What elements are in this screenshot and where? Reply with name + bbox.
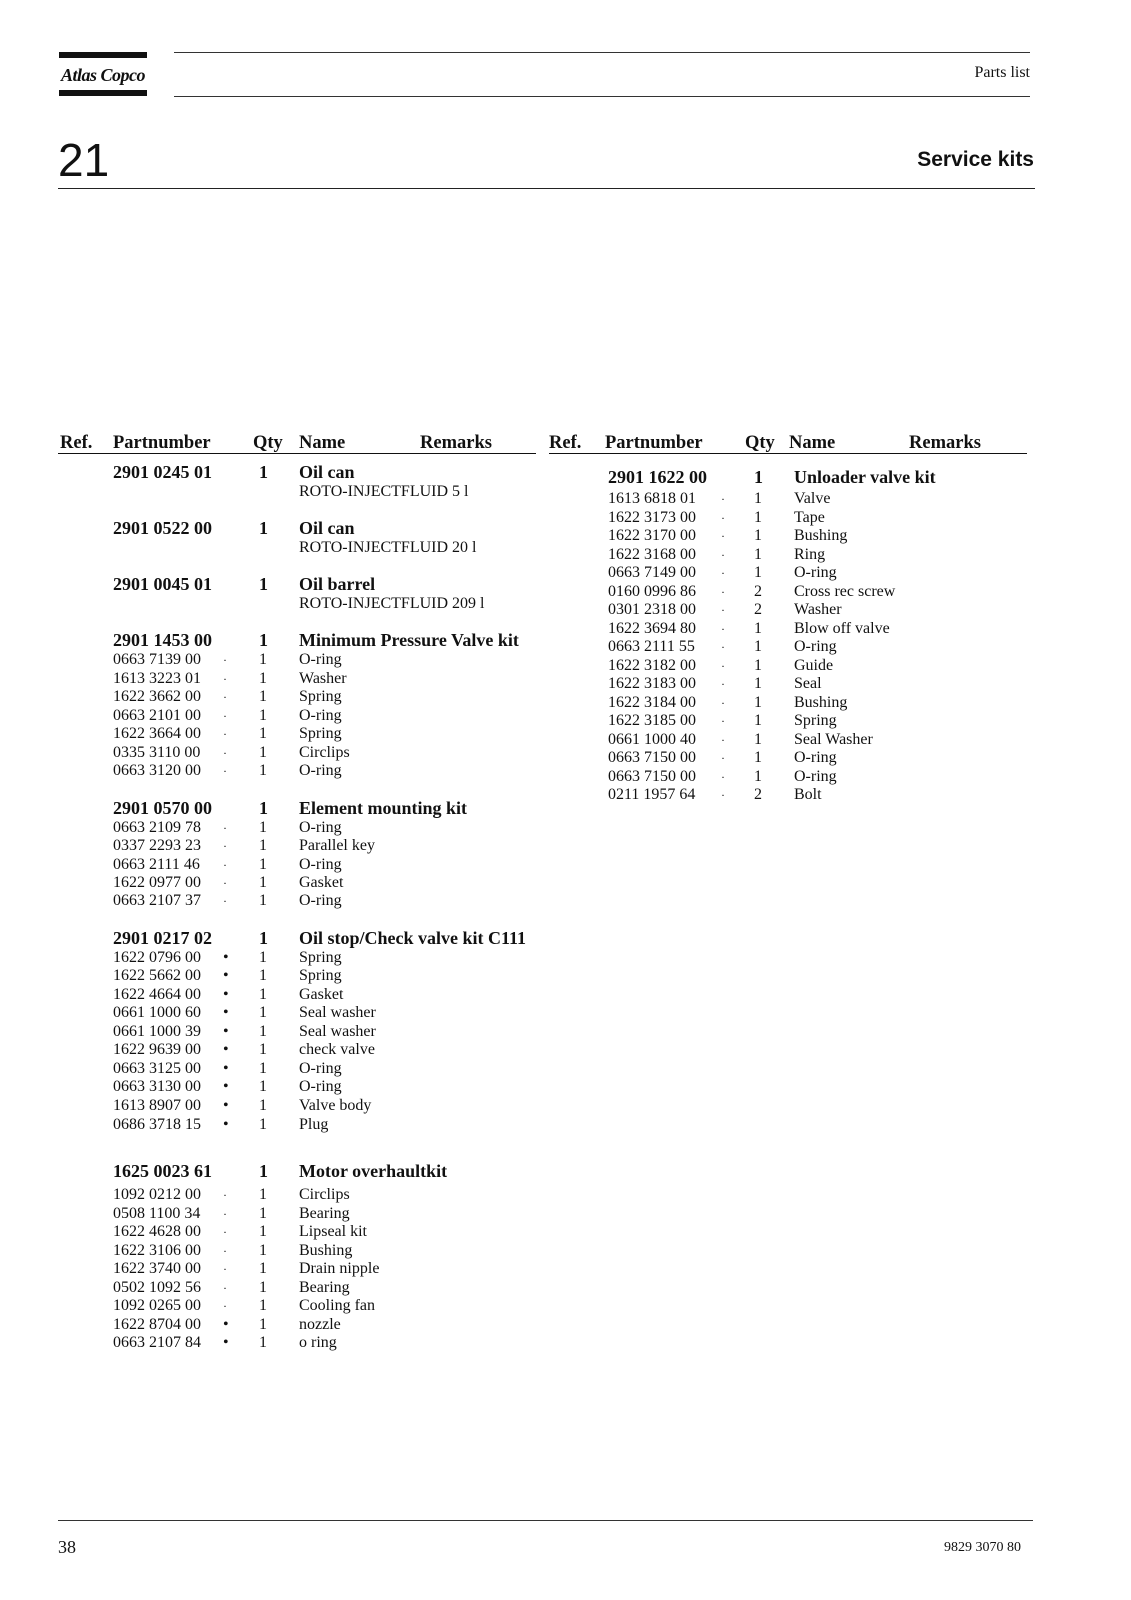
left-row-qty: 1 — [259, 1023, 267, 1040]
left-row-name: Oil can — [299, 518, 355, 538]
left-row-qty: 1 — [259, 688, 267, 705]
left-row-mark: • — [223, 1023, 229, 1040]
left-row-qty: 1 — [259, 707, 267, 724]
right-row-part: 0301 2318 00 — [608, 601, 696, 618]
left-row-part: 1622 3106 00 — [113, 1242, 201, 1259]
left-row-name: Lipseal kit — [299, 1223, 367, 1240]
left-row-qty: 1 — [259, 798, 268, 818]
left-row-part: 0502 1092 56 — [113, 1279, 201, 1296]
col-qty-left: Qty — [253, 433, 283, 453]
left-row-name: Cooling fan — [299, 1297, 375, 1314]
right-row-mark: · — [721, 566, 725, 580]
left-row-part: 1092 0265 00 — [113, 1297, 201, 1314]
left-row-mark: · — [223, 709, 227, 723]
left-row-name: Element mounting kit — [299, 798, 468, 818]
logo-wordmark: Atlas Copco — [60, 65, 145, 85]
left-row-part: 1622 9639 00 — [113, 1041, 201, 1058]
right-row-mark: · — [721, 603, 725, 617]
right-row-name: O-ring — [794, 564, 837, 581]
right-row-name: Guide — [794, 657, 834, 674]
right-row-qty: 1 — [754, 657, 762, 674]
left-row-qty: 1 — [259, 949, 267, 966]
left-row-name: Seal washer — [299, 1004, 376, 1021]
right-row-name: Cross rec screw — [794, 583, 896, 600]
right-row-mark: · — [721, 788, 725, 802]
right-row-mark: · — [721, 733, 725, 747]
left-row-qty: 1 — [259, 1242, 267, 1259]
right-row-qty: 2 — [754, 583, 762, 600]
left-row-name: O-ring — [299, 892, 342, 909]
right-row-qty: 1 — [754, 768, 762, 785]
left-row-mark: · — [223, 858, 227, 872]
left-row-part: 1613 8907 00 — [113, 1097, 201, 1114]
left-row-mark: · — [223, 1244, 227, 1258]
right-row-part: 0663 2111 55 — [608, 638, 695, 655]
right-row-name: Bushing — [794, 694, 848, 711]
col-qty-right: Qty — [745, 433, 775, 453]
right-row-qty: 1 — [754, 638, 762, 655]
left-row-mark: · — [223, 821, 227, 835]
left-row-part: 1622 4628 00 — [113, 1223, 201, 1240]
left-row-qty: 1 — [259, 874, 267, 891]
left-row-part: 1622 3664 00 — [113, 725, 201, 742]
left-row-mark: • — [223, 1097, 229, 1114]
col-ref-right: Ref. — [549, 433, 582, 453]
left-row-name: O-ring — [299, 762, 342, 779]
left-row-part: 2901 0045 01 — [113, 574, 212, 594]
left-row-qty: 1 — [259, 651, 267, 668]
left-row-name: Motor overhaultkit — [299, 1161, 448, 1181]
right-row-qty: 1 — [754, 509, 762, 526]
left-row-part: 0335 3110 00 — [113, 744, 201, 761]
left-row-name: Drain nipple — [299, 1260, 380, 1277]
left-row-part: 0663 3125 00 — [113, 1060, 201, 1077]
right-row-part: 1622 3182 00 — [608, 657, 696, 674]
left-row-part: 1622 0977 00 — [113, 874, 201, 891]
right-row-part: 0661 1000 40 — [608, 731, 696, 748]
right-row-qty: 1 — [754, 712, 762, 729]
col-name-right: Name — [789, 433, 836, 453]
left-row-part: 2901 0217 02 — [113, 928, 212, 948]
atlas-copco-logo — [59, 52, 147, 96]
right-row-mark: · — [721, 770, 725, 784]
page-number: 38 — [58, 1537, 76, 1557]
right-row-qty: 1 — [754, 675, 762, 692]
left-row-qty: 1 — [259, 744, 267, 761]
left-row-part: 2901 0570 00 — [113, 798, 212, 818]
col-partnumber-left: Partnumber — [113, 433, 211, 453]
left-row-mark: • — [223, 1060, 229, 1077]
left-row-part: 1613 3223 01 — [113, 670, 201, 687]
right-row-part: 1613 6818 01 — [608, 490, 696, 507]
right-row-part: 1622 3184 00 — [608, 694, 696, 711]
left-row-qty: 1 — [259, 1279, 267, 1296]
left-row-mark: • — [223, 1041, 229, 1058]
right-row-name: Spring — [794, 712, 837, 729]
left-row-name: ROTO-INJECTFLUID 5 l — [299, 483, 469, 500]
right-row-mark: · — [721, 585, 725, 599]
left-row-name: O-ring — [299, 1060, 342, 1077]
right-row-mark: · — [721, 622, 725, 636]
right-row-part: 2901 1622 00 — [608, 467, 707, 487]
right-row-name: Seal — [794, 675, 822, 692]
left-row-part: 0663 3130 00 — [113, 1078, 201, 1095]
right-row-part: 0663 7149 00 — [608, 564, 696, 581]
col-partnumber-right: Partnumber — [605, 433, 703, 453]
left-row-name: Gasket — [299, 874, 344, 891]
left-row-name: Valve body — [299, 1097, 372, 1114]
right-row-name: Blow off valve — [794, 620, 890, 637]
left-row-mark: · — [223, 653, 227, 667]
right-row-qty: 2 — [754, 601, 762, 618]
left-row-name: Oil barrel — [299, 574, 376, 594]
left-row-name: Oil stop/Check valve kit C111 — [299, 928, 527, 948]
left-row-mark: · — [223, 1207, 227, 1221]
left-row-qty: 1 — [259, 574, 268, 594]
col-ref-left: Ref. — [60, 433, 93, 453]
left-row-name: Parallel key — [299, 837, 375, 854]
left-row-name: Minimum Pressure Valve kit — [299, 630, 519, 650]
left-row-qty: 1 — [259, 837, 267, 854]
left-row-qty: 1 — [259, 1223, 267, 1240]
left-row-mark: · — [223, 894, 227, 908]
right-row-qty: 1 — [754, 564, 762, 581]
left-row-mark: · — [223, 1299, 227, 1313]
left-row-mark: · — [223, 1225, 227, 1239]
left-row-qty: 1 — [259, 725, 267, 742]
left-row-part: 0663 2111 46 — [113, 856, 200, 873]
left-row-name: Gasket — [299, 986, 344, 1003]
right-row-mark: · — [721, 492, 725, 506]
left-row-mark: • — [223, 1116, 229, 1133]
right-row-part: 0663 7150 00 — [608, 749, 696, 766]
right-row-qty: 1 — [754, 467, 763, 487]
left-row-name: Spring — [299, 688, 342, 705]
header-rule-bottom — [174, 96, 1030, 97]
left-row-part: 0663 2107 37 — [113, 892, 201, 909]
left-row-qty: 1 — [259, 1186, 267, 1203]
left-row-qty: 1 — [259, 1297, 267, 1314]
left-row-part: 1622 3740 00 — [113, 1260, 201, 1277]
left-row-part: 0508 1100 34 — [113, 1205, 201, 1222]
left-row-part: 0337 2293 23 — [113, 837, 201, 854]
left-row-mark: • — [223, 986, 229, 1003]
right-row-qty: 1 — [754, 694, 762, 711]
right-row-qty: 1 — [754, 527, 762, 544]
left-row-qty: 1 — [259, 518, 268, 538]
right-row-mark: · — [721, 714, 725, 728]
left-row-qty: 1 — [259, 967, 267, 984]
right-row-name: Bushing — [794, 527, 848, 544]
left-row-name: O-ring — [299, 819, 342, 836]
right-row-name: O-ring — [794, 749, 837, 766]
left-row-part: 0686 3718 15 — [113, 1116, 201, 1133]
left-row-name: Oil can — [299, 462, 355, 482]
right-row-mark: · — [721, 511, 725, 525]
left-row-qty: 1 — [259, 1161, 268, 1181]
left-row-qty: 1 — [259, 1060, 267, 1077]
left-row-part: 0663 2101 00 — [113, 707, 201, 724]
left-row-mark: · — [223, 672, 227, 686]
left-row-name: Spring — [299, 967, 342, 984]
left-row-qty: 1 — [259, 856, 267, 873]
right-row-name: Bolt — [794, 786, 822, 803]
left-row-name: Spring — [299, 725, 342, 742]
left-row-name: nozzle — [299, 1316, 341, 1333]
right-row-part: 1622 3694 80 — [608, 620, 696, 637]
left-row-mark: · — [223, 727, 227, 741]
document-number: 9829 3070 80 — [944, 1540, 1021, 1555]
header-rule-top — [174, 52, 1030, 53]
left-row-part: 1622 0796 00 — [113, 949, 201, 966]
left-row-qty: 1 — [259, 1116, 267, 1133]
left-row-mark: • — [223, 1316, 229, 1333]
left-row-qty: 1 — [259, 462, 268, 482]
left-row-qty: 1 — [259, 1078, 267, 1095]
col-rule-left — [58, 453, 536, 454]
left-row-part: 1622 3662 00 — [113, 688, 201, 705]
left-row-mark: · — [223, 1281, 227, 1295]
left-row-qty: 1 — [259, 1260, 267, 1277]
left-row-qty: 1 — [259, 630, 268, 650]
right-row-part: 1622 3168 00 — [608, 546, 696, 563]
left-row-qty: 1 — [259, 928, 268, 948]
right-row-mark: · — [721, 751, 725, 765]
logo-bar-bottom — [59, 90, 147, 96]
right-row-mark: · — [721, 548, 725, 562]
left-row-qty: 1 — [259, 819, 267, 836]
col-remarks-right: Remarks — [909, 433, 981, 453]
right-row-mark: · — [721, 640, 725, 654]
left-row-name: ROTO-INJECTFLUID 209 l — [299, 595, 485, 612]
col-name-left: Name — [299, 433, 346, 453]
left-row-name: Bearing — [299, 1279, 350, 1296]
left-row-name: O-ring — [299, 707, 342, 724]
right-row-part: 1622 3185 00 — [608, 712, 696, 729]
footer-rule — [58, 1520, 1033, 1521]
right-row-mark: · — [721, 529, 725, 543]
right-row-part: 1622 3183 00 — [608, 675, 696, 692]
left-row-name: Bushing — [299, 1242, 353, 1259]
left-row-mark: · — [223, 1188, 227, 1202]
right-row-part: 0663 7150 00 — [608, 768, 696, 785]
right-row-name: Ring — [794, 546, 826, 563]
left-row-name: Plug — [299, 1116, 329, 1133]
left-row-part: 2901 1453 00 — [113, 630, 212, 650]
left-row-name: Seal washer — [299, 1023, 376, 1040]
right-row-part: 0160 0996 86 — [608, 583, 696, 600]
left-row-part: 2901 0522 00 — [113, 518, 212, 538]
left-row-qty: 1 — [259, 892, 267, 909]
left-row-mark: • — [223, 949, 229, 966]
right-row-name: O-ring — [794, 768, 837, 785]
right-row-part: 1622 3173 00 — [608, 509, 696, 526]
right-row-mark: · — [721, 659, 725, 673]
right-row-name: Valve — [794, 490, 831, 507]
left-row-name: Bearing — [299, 1205, 350, 1222]
left-row-part: 1622 5662 00 — [113, 967, 201, 984]
left-row-mark: · — [223, 746, 227, 760]
right-row-part: 1622 3170 00 — [608, 527, 696, 544]
section-rule — [58, 188, 1035, 189]
left-row-name: O-ring — [299, 651, 342, 668]
right-row-qty: 1 — [754, 620, 762, 637]
left-row-mark: · — [223, 1262, 227, 1276]
left-row-name: o ring — [299, 1334, 337, 1351]
left-row-name: ROTO-INJECTFLUID 20 l — [299, 539, 477, 556]
left-row-name: Washer — [299, 670, 347, 687]
section-title: Service kits — [917, 148, 1034, 171]
left-row-part: 1622 4664 00 — [113, 986, 201, 1003]
left-row-name: O-ring — [299, 856, 342, 873]
left-row-name: check valve — [299, 1041, 375, 1058]
left-row-name: Circlips — [299, 744, 350, 761]
left-row-mark: · — [223, 764, 227, 778]
col-remarks-left: Remarks — [420, 433, 492, 453]
left-row-part: 0663 3120 00 — [113, 762, 201, 779]
right-row-mark: · — [721, 696, 725, 710]
left-row-name: Spring — [299, 949, 342, 966]
left-row-mark: · — [223, 876, 227, 890]
right-row-qty: 1 — [754, 749, 762, 766]
right-row-qty: 1 — [754, 490, 762, 507]
right-row-name: Unloader valve kit — [794, 467, 936, 487]
left-row-part: 0663 7139 00 — [113, 651, 201, 668]
left-row-part: 0663 2107 84 — [113, 1334, 201, 1351]
left-row-qty: 1 — [259, 1334, 267, 1351]
left-row-name: O-ring — [299, 1078, 342, 1095]
left-row-part: 0661 1000 60 — [113, 1004, 201, 1021]
left-row-part: 1622 8704 00 — [113, 1316, 201, 1333]
left-row-part: 1625 0023 61 — [113, 1161, 212, 1181]
left-row-mark: • — [223, 1004, 229, 1021]
left-row-part: 2901 0245 01 — [113, 462, 212, 482]
left-row-qty: 1 — [259, 670, 267, 687]
left-row-name: Circlips — [299, 1186, 350, 1203]
left-row-qty: 1 — [259, 986, 267, 1003]
right-row-name: Washer — [794, 601, 842, 618]
left-row-mark: · — [223, 690, 227, 704]
section-number: 21 — [58, 134, 110, 186]
right-row-name: O-ring — [794, 638, 837, 655]
left-row-mark: • — [223, 1078, 229, 1095]
left-row-part: 1092 0212 00 — [113, 1186, 201, 1203]
left-row-part: 0663 2109 78 — [113, 819, 201, 836]
right-row-name: Seal Washer — [794, 731, 873, 748]
left-row-qty: 1 — [259, 1205, 267, 1222]
col-rule-right — [549, 453, 1027, 454]
left-row-mark: · — [223, 839, 227, 853]
right-row-mark: · — [721, 677, 725, 691]
right-row-qty: 1 — [754, 731, 762, 748]
left-row-mark: • — [223, 1334, 229, 1351]
left-row-qty: 1 — [259, 1316, 267, 1333]
left-row-qty: 1 — [259, 1004, 267, 1021]
left-row-qty: 1 — [259, 1041, 267, 1058]
left-row-qty: 1 — [259, 1097, 267, 1114]
logo-bar-top — [59, 52, 147, 58]
right-row-qty: 2 — [754, 786, 762, 803]
right-row-part: 0211 1957 64 — [608, 786, 696, 803]
right-row-name: Tape — [794, 509, 825, 526]
left-row-part: 0661 1000 39 — [113, 1023, 201, 1040]
right-row-qty: 1 — [754, 546, 762, 563]
left-row-qty: 1 — [259, 762, 267, 779]
header-title: Parts list — [974, 64, 1030, 81]
left-row-mark: • — [223, 967, 229, 984]
